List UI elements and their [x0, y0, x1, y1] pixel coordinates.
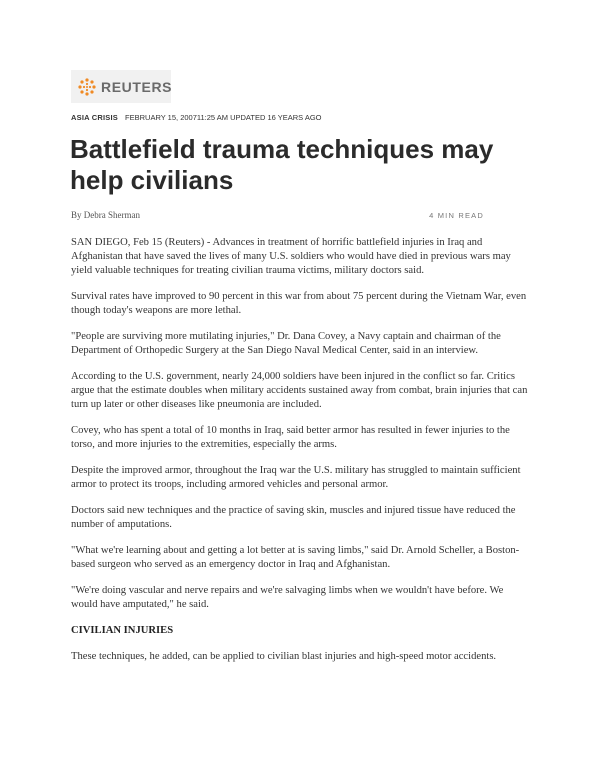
reuters-logo [71, 70, 171, 103]
read-time: 4 MIN READ [429, 211, 484, 220]
paragraph: Despite the improved armor, throughout the Iraq war the U.S. military has struggled to maintain sufficient armor to protect its troops, including armored vehicles and personal armor. [71, 465, 521, 490]
reuters-wordmark: REUTERS [101, 78, 173, 95]
paragraph: "What we're learning about and getting a lot better at is saving limbs," said Dr. Arnold Scheller, a Boston-based surgeon who served as an emergency doctor in Iraq and Afghanistan. [71, 545, 520, 570]
section-label[interactable]: ASIA CRISIS [71, 113, 118, 122]
paragraph: According to the U.S. government, nearly 24,000 soldiers have been injured in the conflict so far. Critics argue that the estimate doubles when military accidents sustained away from combat, brain injuries that can turn up later or other diseases like pneumonia are included. [71, 371, 528, 410]
article-headline: Battlefield trauma techniques may help civilians [70, 134, 494, 195]
byline-row [71, 210, 484, 220]
author-byline[interactable]: By Debra Sherman [71, 210, 140, 220]
paragraph: Doctors said new techniques and the practice of saving skin, muscles and injured tissue have reduced the number of amputations. [71, 505, 516, 530]
paragraph: Survival rates have improved to 90 percent in this war from about 75 percent during the Vietnam War, even though today's weapons are more lethal. [71, 291, 527, 316]
publish-date: FEBRUARY 15, 200711:25 AM UPDATED 16 YEARS AGO [125, 113, 322, 122]
paragraph: These techniques, he added, can be applied to civilian blast injuries and high-speed motor accidents. [71, 651, 497, 662]
subheading: CIVILIAN INJURIES [71, 625, 174, 636]
paragraph: "People are surviving more mutilating injuries," Dr. Dana Covey, a Navy captain and chairman of the Department of Orthopedic Surgery at the San Diego Naval Medical Center, said in an interview. [71, 331, 501, 356]
paragraph: "We're doing vascular and nerve repairs and we're salvaging limbs when we wouldn't have before. We would have amputated," he said. [71, 585, 504, 610]
paragraph: Covey, who has spent a total of 10 months in Iraq, said better armor has resulted in fewer injuries to the torso, and more injuries to the extremities, especially the arms. [71, 425, 510, 450]
reuters-dots-icon [77, 77, 97, 97]
article-meta [71, 113, 322, 122]
paragraph: SAN DIEGO, Feb 15 (Reuters) - Advances in treatment of horrific battlefield injuries in Iraq and Afghanistan that have saved the lives of many U.S. soldiers who would have died in previous wars may yield valuable techniques for treating civilian trauma victims, military doctors said. [71, 237, 511, 276]
article-body [71, 236, 531, 676]
